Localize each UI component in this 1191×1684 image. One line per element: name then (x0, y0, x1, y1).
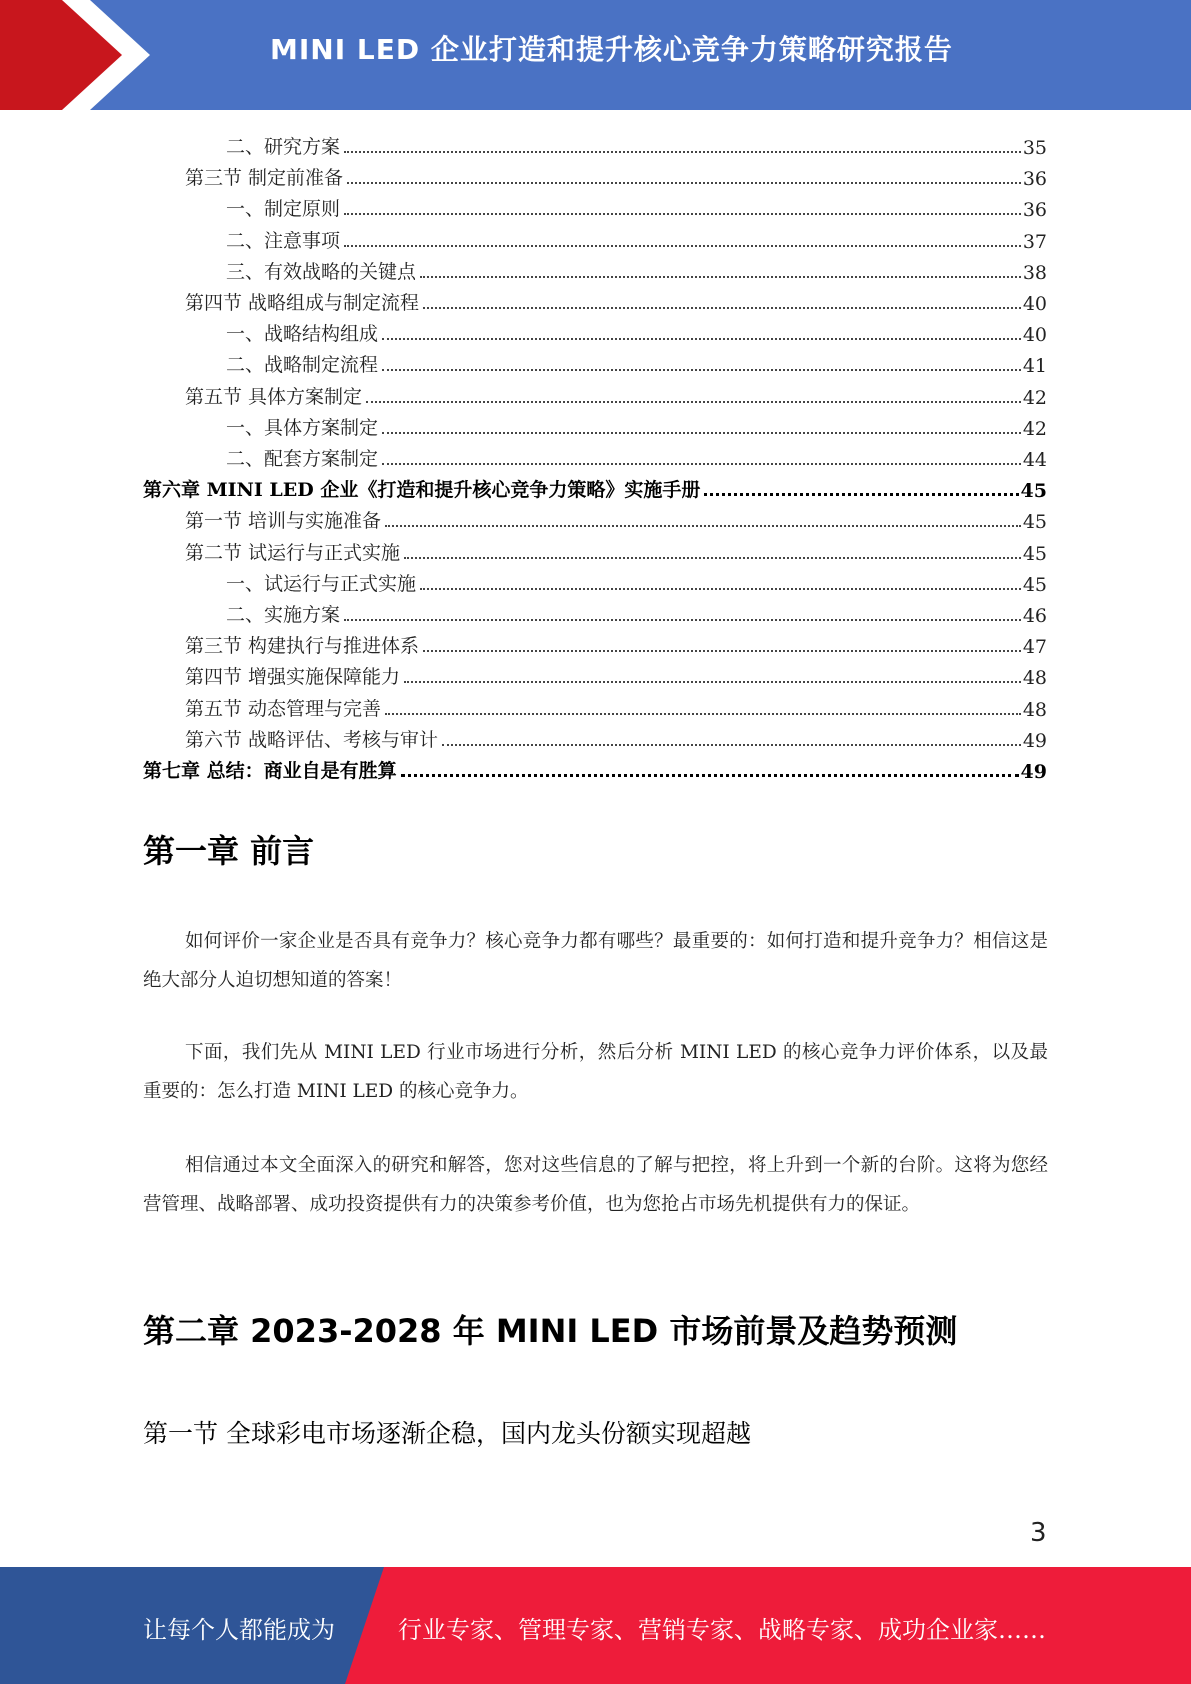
toc-entry-title: 一、战略结构组成 (226, 323, 379, 346)
toc-entry-page: 42 (1022, 417, 1047, 440)
footer-slogan-right: 行业专家、管理专家、营销专家、战略专家、成功企业家…… (398, 1616, 1046, 1644)
toc-dot-leader (344, 619, 1021, 621)
toc-chapter-entry[interactable] (143, 471, 1047, 502)
toc-entry[interactable] (226, 596, 1047, 627)
toc-entry-title: 二、配套方案制定 (226, 448, 379, 470)
toc-entry-title: 第六节 战略评估、考核与审计 (185, 728, 439, 751)
toc-entry-title: 二、注意事项 (226, 229, 341, 252)
toc-entry[interactable] (185, 721, 1047, 752)
chapter2-heading: 第二章 2023-2028 年 MINI LED 市场前景及趋势预测 (143, 1312, 958, 1350)
toc-entry-page: 36 (1022, 168, 1047, 191)
toc-entry[interactable] (226, 565, 1047, 596)
chapter1-paragraph-3: 相信通过本文全面深入的研究和解答，您对这些信息的了解与把控，将上升到一个新的台阶。这将为您经营管理、战略部署、成功投资提供有力的决策参考价值，也为您抢占市场先机提供有力的保证。 (143, 1155, 1048, 1215)
toc-entry-title: 二、研究方案 (226, 136, 341, 158)
toc-entry[interactable] (226, 222, 1047, 253)
toc-dot-leader (344, 245, 1021, 247)
toc-entry-title: 第三节 构建执行与推进体系 (185, 635, 420, 658)
toc-entry-page: 45 (1022, 511, 1047, 534)
toc-entry-title: 第五节 具体方案制定 (185, 385, 363, 408)
toc-entry-title: 二、战略制定流程 (226, 354, 379, 377)
chapter1-paragraph-2: 下面，我们先从 MINI LED 行业市场进行分析，然后分析 MINI LED 的核心竞争力评价体系，以及最重要的：怎么打造 MINI LED 的核心竞争力。 (143, 1042, 1048, 1102)
red-chevron-logo (0, 0, 160, 110)
toc-entry-page: 42 (1022, 386, 1047, 409)
toc-entry[interactable] (185, 159, 1047, 190)
toc-dot-leader (420, 588, 1021, 590)
toc-dot-leader (382, 432, 1021, 434)
toc-dot-leader (404, 557, 1021, 559)
toc-dot-leader (366, 401, 1021, 403)
toc-entry-page: 36 (1022, 199, 1047, 222)
toc-entry-page: 40 (1022, 324, 1047, 347)
toc-dot-leader (344, 213, 1021, 215)
toc-entry-page: 47 (1022, 636, 1047, 659)
toc-entry-page: 45 (1022, 573, 1047, 596)
toc-dot-leader (423, 307, 1021, 309)
toc-entry-page: 44 (1022, 449, 1047, 471)
toc-entry-title: 三、有效战略的关键点 (226, 260, 417, 283)
toc-entry-title: 第四节 战略组成与制定流程 (185, 292, 420, 314)
chapter1-paragraph-1: 如何评价一家企业是否具有竞争力？核心竞争力都有哪些？最重要的：如何打造和提升竞争力？相信这是绝大部分人迫切想知道的答案！ (143, 931, 1048, 991)
toc-dot-leader (385, 525, 1021, 527)
toc-dot-leader (382, 463, 1021, 465)
toc-entry-title: 第三节 制定前准备 (185, 167, 344, 190)
toc-entry[interactable] (226, 253, 1047, 284)
toc-entry-title: 一、试运行与正式实施 (226, 572, 417, 595)
chapter2-section1-heading: 第一节 全球彩电市场逐渐企稳，国内龙头份额实现超越 (143, 1419, 751, 1448)
toc-entry-page: 46 (1022, 605, 1047, 627)
toc-entry[interactable] (226, 190, 1047, 221)
toc-entry[interactable] (226, 440, 1047, 471)
toc-dot-leader (344, 151, 1021, 153)
toc-entry-title: 二、实施方案 (226, 604, 341, 626)
toc-entry[interactable] (185, 534, 1047, 565)
toc-entry[interactable] (185, 690, 1047, 721)
toc-entry[interactable] (226, 315, 1047, 346)
toc-entry-page: 35 (1022, 137, 1047, 159)
toc-entry[interactable] (226, 409, 1047, 440)
toc-entry-title: 第七章 总结：商业自是有胜算 (143, 760, 397, 782)
toc-entry[interactable] (226, 128, 1047, 159)
toc-entry-title: 一、制定原则 (226, 198, 341, 221)
toc-entry-page: 41 (1022, 355, 1047, 378)
toc-entry-title: 第四节 增强实施保障能力 (185, 666, 401, 689)
toc-entry-title: 第一节 培训与实施准备 (185, 510, 382, 533)
page-footer (0, 1567, 1191, 1684)
page-header (0, 0, 1191, 110)
toc-dot-leader (382, 369, 1021, 371)
toc-entry-page: 49 (1022, 729, 1047, 752)
toc-entry-title: 第五节 动态管理与完善 (185, 697, 382, 720)
footer-slogan-left: 让每个人都能成为 (143, 1616, 335, 1644)
toc-dot-leader (704, 493, 1018, 496)
toc-dot-leader (382, 338, 1021, 340)
toc-chapter-entry[interactable] (143, 752, 1047, 783)
toc-entry[interactable] (226, 346, 1047, 377)
toc-dot-leader (423, 650, 1021, 652)
report-title: MINI LED 企业打造和提升核心竞争力策略研究报告 (270, 33, 953, 66)
toc-entry-page: 45 (1022, 542, 1047, 565)
toc-dot-leader (420, 276, 1021, 278)
toc-dot-leader (404, 681, 1021, 683)
toc-entry-title: 第二节 试运行与正式实施 (185, 541, 401, 564)
page-number: 3 (1030, 1518, 1047, 1548)
toc-entry-page: 48 (1022, 667, 1047, 690)
toc-entry[interactable] (185, 658, 1047, 689)
toc-dot-leader (347, 182, 1021, 184)
toc-entry[interactable] (185, 627, 1047, 658)
toc-dot-leader (385, 713, 1021, 715)
toc-entry-page: 40 (1022, 293, 1047, 315)
chapter1-heading: 第一章 前言 (143, 832, 315, 870)
toc-entry[interactable] (185, 284, 1047, 315)
toc-entry-page: 45 (1020, 480, 1047, 503)
toc-entry[interactable] (185, 378, 1047, 409)
toc-entry-page: 49 (1020, 761, 1047, 783)
toc-entry-title: 第六章 MINI LED 企业《打造和提升核心竞争力策略》实施手册 (143, 479, 701, 502)
toc-entry-page: 37 (1022, 230, 1047, 253)
toc-entry-title: 一、具体方案制定 (226, 416, 379, 439)
toc-entry[interactable] (185, 502, 1047, 533)
toc-dot-leader (401, 774, 1019, 777)
toc-dot-leader (442, 744, 1021, 746)
toc-entry-page: 48 (1022, 698, 1047, 721)
toc-entry-page: 38 (1022, 261, 1047, 284)
